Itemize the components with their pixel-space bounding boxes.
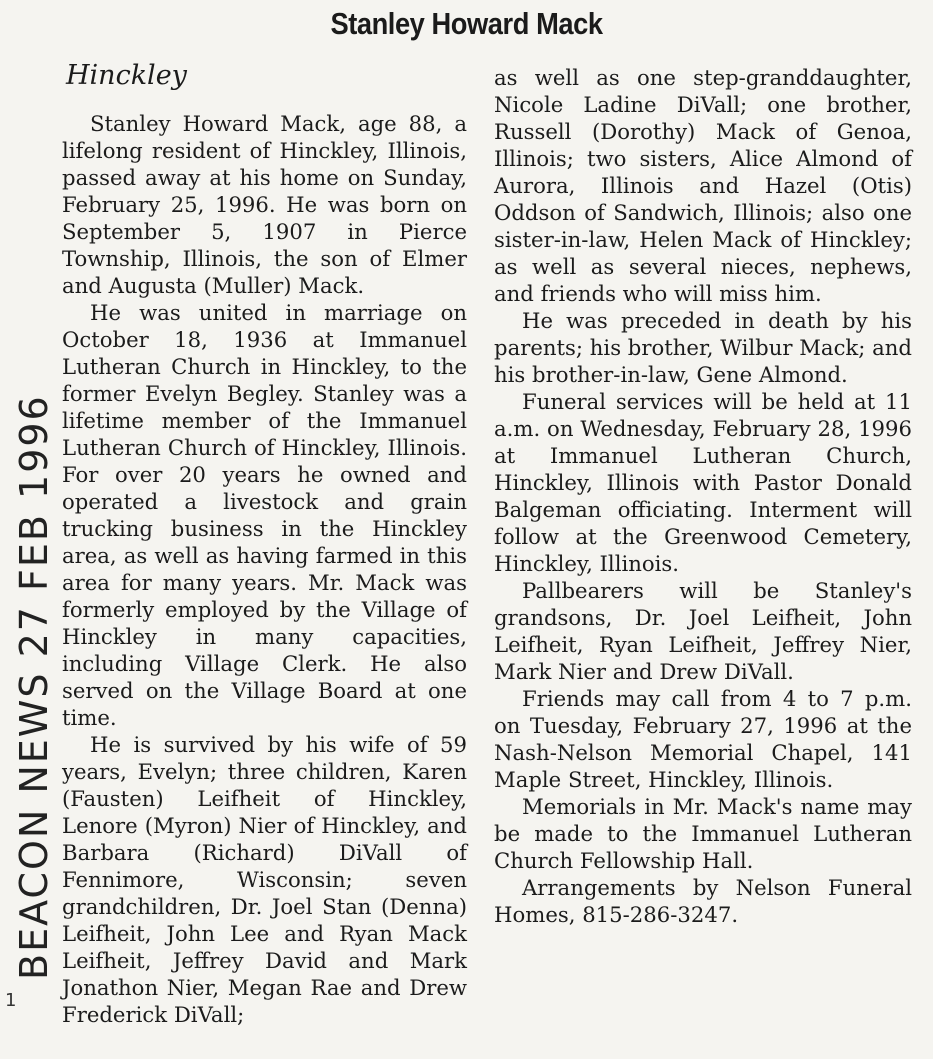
dateline: Hinckley xyxy=(66,60,187,91)
paragraph-arrangements: Arrangements by Nelson Funeral Homes, 815-286-3247. xyxy=(494,875,912,927)
paragraph-visitation: Friends may call from 4 to 7 p.m. on Tuesday, February 27, 1996 at the Nash-Nelson Memorial Chapel, 141 Maple Street, Hinckley, Illinois. xyxy=(494,686,912,792)
paragraph-pallbearers: Pallbearers will be Stanley's grandsons, Dr. Joel Leifheit, John Leifheit, Ryan Leifheit, Jeffrey Nier, Mark Nier and Drew DiVall. xyxy=(494,578,912,684)
handwritten-margin-note: BEACON NEWS 27 FEB 1996 xyxy=(12,394,56,980)
paragraph-preceded: He was preceded in death by his parents; his brother, Wilbur Mack; and his brother-in-law, Gene Almond. xyxy=(494,308,912,387)
paragraph-survivors-continued: as well as one step-granddaughter, Nicole Ladine DiVall; one brother, Russell (Dorothy) Mack of Genoa, Illinois; two sisters, Alice Almond of Aurora, Illinois and Hazel (Otis) Oddson of Sandwich, Illinois; also one sister-in-law, Helen Mack of Hinckley; as well as several nieces, nephews, and friends who will miss him. xyxy=(494,65,912,306)
paragraph-memorials: Memorials in Mr. Mack's name may be made to the Immanuel Lutheran Church Fellowship Hall. xyxy=(494,794,912,873)
paragraph-funeral-services: Funeral services will be held at 11 a.m. on Wednesday, February 28, 1996 at Immanuel Lutheran Church, Hinckley, Illinois with Pastor Donald Balgeman officiating. Interment will follow at the Greenwood Cemetery, Hinckley, Illinois. xyxy=(494,389,912,576)
obituary-headline: Stanley Howard Mack xyxy=(330,6,603,41)
right-column xyxy=(494,64,912,928)
paragraph-survivors: He is survived by his wife of 59 years, Evelyn; three children, Karen (Fausten) Leifheit of Hinckley, Lenore (Myron) Nier of Hinckley, and Barbara (Richard) DiVall of Fennimore, Wisconsin; seven grandchildren, Dr. Joel Stan (Denna) Leifheit, John Lee and Ryan Mack Leifheit, Jeffrey David and Mark Jonathon Nier, Megan Rae and Drew Frederick DiVall; xyxy=(62,732,467,1027)
left-column xyxy=(62,110,467,1028)
paragraph-marriage-career: He was united in marriage on October 18, 1936 at Immanuel Lutheran Church in Hinckley, to the former Evelyn Begley. Stanley was a lifetime member of the Immanuel Lutheran Church of Hinckley, Illinois. For over 20 years he owned and operated a livestock and grain trucking business in the Hinckley area, as well as having farmed in this area for many years. Mr. Mack was formerly employed by the Village of Hinckley in many capacities, including Village Clerk. He also served on the Village Board at one time. xyxy=(62,300,467,730)
margin-mark: 1 xyxy=(5,990,17,1011)
paragraph-biography: Stanley Howard Mack, age 88, a lifelong resident of Hinckley, Illinois, passed away at his home on Sunday, February 25, 1996. He was born on September 5, 1907 in Pierce Township, Illinois, the son of Elmer and Augusta (Muller) Mack. xyxy=(62,111,467,298)
